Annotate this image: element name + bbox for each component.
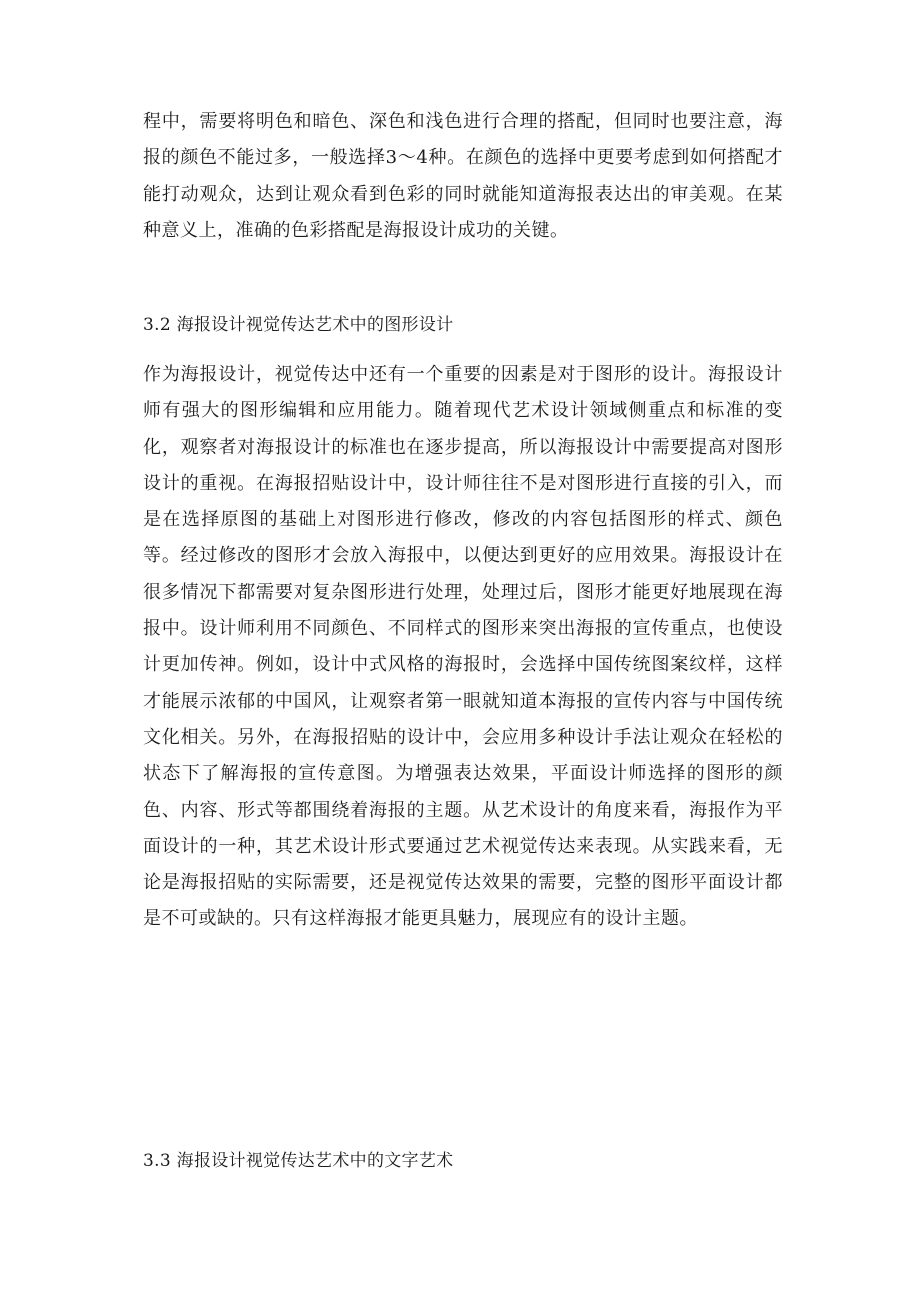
paragraph-graphic-design: 作为海报设计，视觉传达中还有一个重要的因素是对于图形的设计。海报设计师有强大的图形编辑和应用能力。随着现代艺术设计领域侧重点和标准的变化，观察者对海报设计的标准也在逐步提高，所以海报设计中需要提高对图形设计的重视。在海报招贴设计中，设计师往往不是对图形进行直接的引入，而是在选择原图的基础上对图形进行修改，修改的内容包括图形的样式、颜色等。经过修改的图形才会放入海报中，以便达到更好的应用效果。海报设计在很多情况下都需要对复杂图形进行处理，处理过后，图形才能更好地展现在海报中。设计师利用不同颜色、不同样式的图形来突出海报的宣传重点，也使设计更加传神。例如，设计中式风格的海报时，会选择中国传统图案纹样，这样才能展示浓郁的中国风，让观察者第一眼就知道本海报的宣传内容与中国传统文化相关。另外，在海报招贴的设计中，会应用多种设计手法让观众在轻松的状态下了解海报的宣传意图。为增强表达效果，平面设计师选择的图形的颜色、内容、形式等都围绕着海报的主题。从艺术设计的角度来看，海报作为平面设计的一种，其艺术设计形式要通过艺术视觉传达来表现。从实践来看，无论是海报招贴的实际需要，还是视觉传达效果的需要，完整的图形平面设计都是不可或缺的。只有这样海报才能更具魅力，展现应有的设计主题。	[143, 364, 783, 930]
paragraph-color-matching: 程中，需要将明色和暗色、深色和浅色进行合理的搭配，但同时也要注意，海报的颜色不能过多，一般选择3～4种。在颜色的选择中更要考虑到如何搭配才能打动观众，达到让观众看到色彩的同时就能知道海报表达出的审美观。在某种意义上，准确的色彩搭配是海报设计成功的关键。	[143, 111, 783, 241]
section-heading-3-3: 3.3 海报设计视觉传达艺术中的文字艺术	[143, 1151, 454, 1171]
section-heading-3-2: 3.2 海报设计视觉传达艺术中的图形设计	[143, 315, 454, 335]
